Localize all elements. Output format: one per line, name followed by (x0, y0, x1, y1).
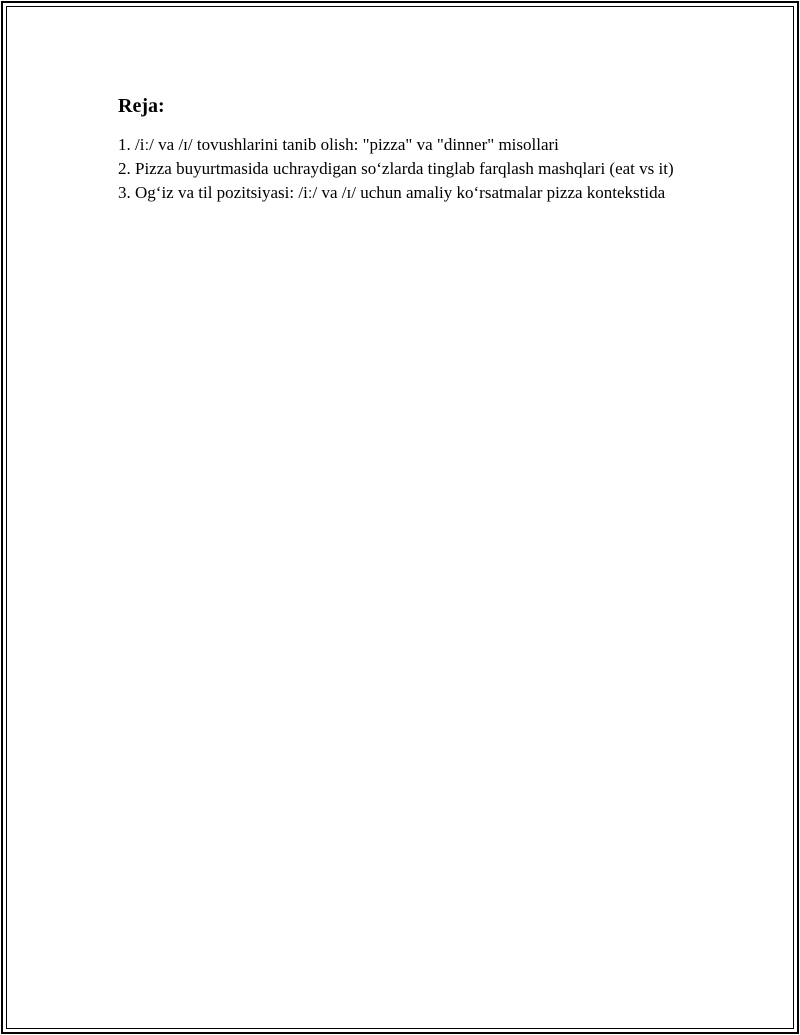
plan-list (118, 133, 688, 205)
plan-heading: Reja: (118, 95, 165, 117)
plan-item-3: 3. Ogʻiz va til pozitsiyasi: /iː/ va /ɪ/ uchun amaliy koʻrsatmalar pizza kontekstida (118, 183, 666, 202)
plan-item-1: 1. /iː/ va /ɪ/ tovushlarini tanib olish: "pizza" va "dinner" misollari (118, 135, 559, 154)
plan-item-2: 2. Pizza buyurtmasida uchraydigan soʻzlarda tinglab farqlash mashqlari (eat vs it) (118, 159, 674, 178)
page-content (118, 93, 688, 205)
